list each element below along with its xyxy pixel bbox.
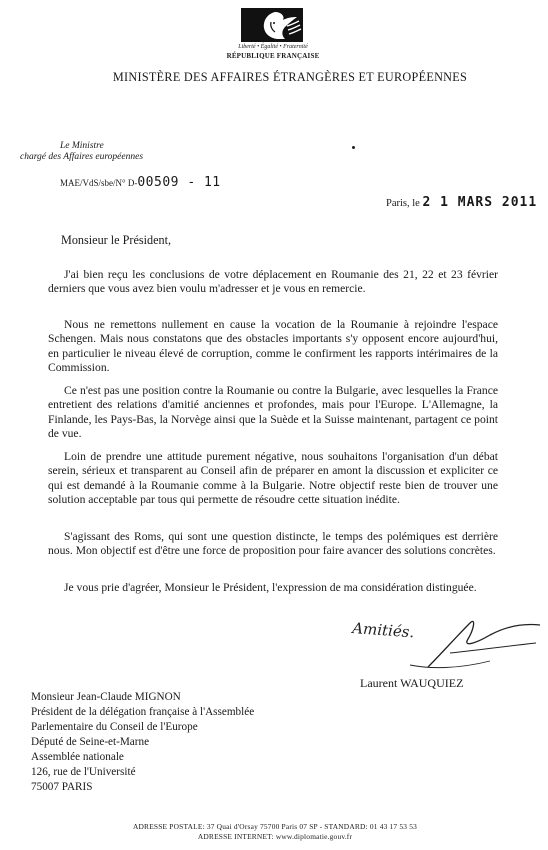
footer-postal-address: ADRESSE POSTALE: 37 Quai d'Orsay 75700 Paris 07 SP - STANDARD: 01 43 17 53 53 [132,822,417,831]
sender-title-line2: chargé des Affaires européennes [20,152,144,162]
recipient-line-2: Président de la délégation française à l'Assemblée [31,706,255,718]
handwritten-signature [340,595,545,680]
salutation: Monsieur le Président, [61,233,172,247]
paragraph-6: Je vous prie d'agréer, Monsieur le Président, l'expression de ma considération distinguée. [64,581,477,594]
recipient-line-5: Assemblée nationale [31,751,124,763]
recipient-line-1: Monsieur Jean-Claude MIGNON [31,691,181,703]
republic-name: RÉPUBLIQUE FRANÇAISE [226,52,320,60]
recipient-line-4: Député de Seine-et-Marne [31,736,150,748]
paragraph-1: J'ai bien reçu les conclusions de votre déplacement en Roumanie des 21, 22 et 23 février derniers que vous avez bien voulu m'adresser et je vous en remercie. [48,268,498,296]
scan-speck [352,146,355,149]
date-line [386,195,537,210]
paragraph-3: Ce n'est pas une position contre la Roumanie ou contre la Bulgarie, avec lesquelles la France entretient des relations d'amitié anciennes et profondes, mais pour l'Europe. L'Allemagne, la Finlande, les Pays-Bas, la Norvège ainsi que la Suède et la Suisse maintenant, partagent ce point de vue. [48,384,498,441]
republic-motto: Liberté • Égalité • Fraternité [238,44,308,50]
signer-name: Laurent WAUQUIEZ [360,676,464,690]
recipient-address [31,690,254,795]
marianne-logo [241,8,303,42]
reference-line [60,175,221,190]
footer [60,822,490,842]
ministry-name: MINISTÈRE DES AFFAIRES ÉTRANGÈRES ET EUROPÉENNES [112,70,468,84]
date-prefix: Paris, le [386,198,420,209]
handwritten-note: Amitiés. [351,619,415,642]
reference-prefix: MAE/VdS/sbe/N° D- [60,178,138,188]
sender-title-line1: Le Ministre [60,141,104,151]
date-stamp: 2 1 MARS 2011 [422,195,538,210]
paragraph-5: S'agissant des Roms, qui sont une question distincte, le temps des polémiques est derrière nous. Mon objectif est d'être une force de proposition pour faire avancer des solutions concrètes. [48,530,498,558]
recipient-line-7: 75007 PARIS [31,781,93,793]
reference-number: 00509 - 11 [137,175,221,190]
footer-website: ADRESSE INTERNET: www.diplomatie.gouv.fr [197,832,353,841]
recipient-line-3: Parlementaire du Conseil de l'Europe [31,721,198,733]
recipient-line-6: 126, rue de l'Université [31,766,136,778]
paragraph-4: Loin de prendre une attitude purement négative, nous souhaitons l'organisation d'un débat serein, sérieux et transparent au Conseil afin de préparer en amont la discussion et expliciter ce qui est demandé à la Roumanie comme à la Bulgarie. Notre objectif reste bien de trouver une solution acceptable par tous qui permette de résoudre cette situation inédite. [48,450,498,507]
paragraph-2: Nous ne remettons nullement en cause la vocation de la Roumanie à rejoindre l'espace Schengen. Mais nous constatons que des obstacles importants s'y opposent encore aujourd'hui, en particulier le niveau élevé de corruption, comme le confirment les rapports intérimaires de la Commission. [48,318,498,375]
